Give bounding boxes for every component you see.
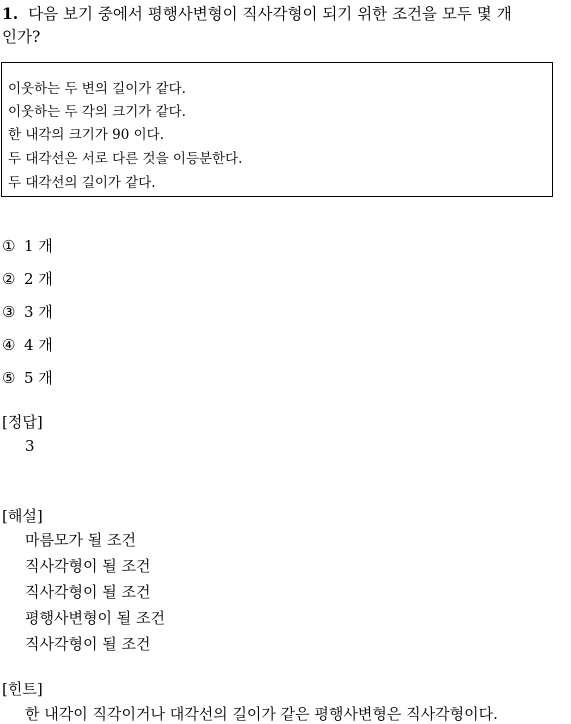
condition-item: 두 대각선의 길이가 같다. [8,175,156,191]
choice-mark: ④ [2,336,16,354]
choice-1[interactable] [2,235,53,256]
question-line-2: 인가? [2,28,41,46]
condition-item: 한 내각의 크기가 90 이다. [8,127,165,143]
condition-item: 이웃하는 두 각의 크기가 같다. [8,104,186,120]
explanation-line: 마름모가 될 조건 [25,531,136,549]
condition-item: 두 대각선은 서로 다른 것을 이등분한다. [8,151,243,167]
explanation-label: [해설] [2,507,43,525]
choice-mark: ① [2,237,16,255]
choice-text: 1 개 [24,237,53,255]
choice-mark: ⑤ [2,369,16,387]
explanation-line: 직사각형이 될 조건 [25,635,151,653]
choice-text: 5 개 [24,369,53,387]
choice-mark: ③ [2,303,16,321]
explanation-line: 평행사변형이 될 조건 [25,609,165,627]
answer-label: [정답] [2,413,43,431]
choice-text: 4 개 [24,336,53,354]
answer-value: 3 [25,437,35,455]
question-line-1 [2,2,512,24]
explanation-line: 직사각형이 될 조건 [25,557,151,575]
choice-5[interactable] [2,367,53,388]
explanation-line: 직사각형이 될 조건 [25,583,151,601]
choice-mark: ② [2,270,16,288]
choice-2[interactable] [2,268,53,289]
choice-3[interactable] [2,301,53,322]
choice-text: 3 개 [24,303,53,321]
hint-label: [힌트] [2,680,43,698]
conditions-box [1,62,553,197]
condition-item: 이웃하는 두 변의 길이가 같다. [8,81,186,97]
question-text: 다음 보기 중에서 평행사변형이 직사각형이 되기 위한 조건을 모두 몇 개 [28,5,512,23]
question-number: 1. [2,4,19,23]
choice-text: 2 개 [24,270,53,288]
choice-4[interactable] [2,334,53,355]
hint-text: 한 내각이 직각이거나 대각선의 길이가 같은 평행사변형은 직사각형이다. [25,705,498,723]
